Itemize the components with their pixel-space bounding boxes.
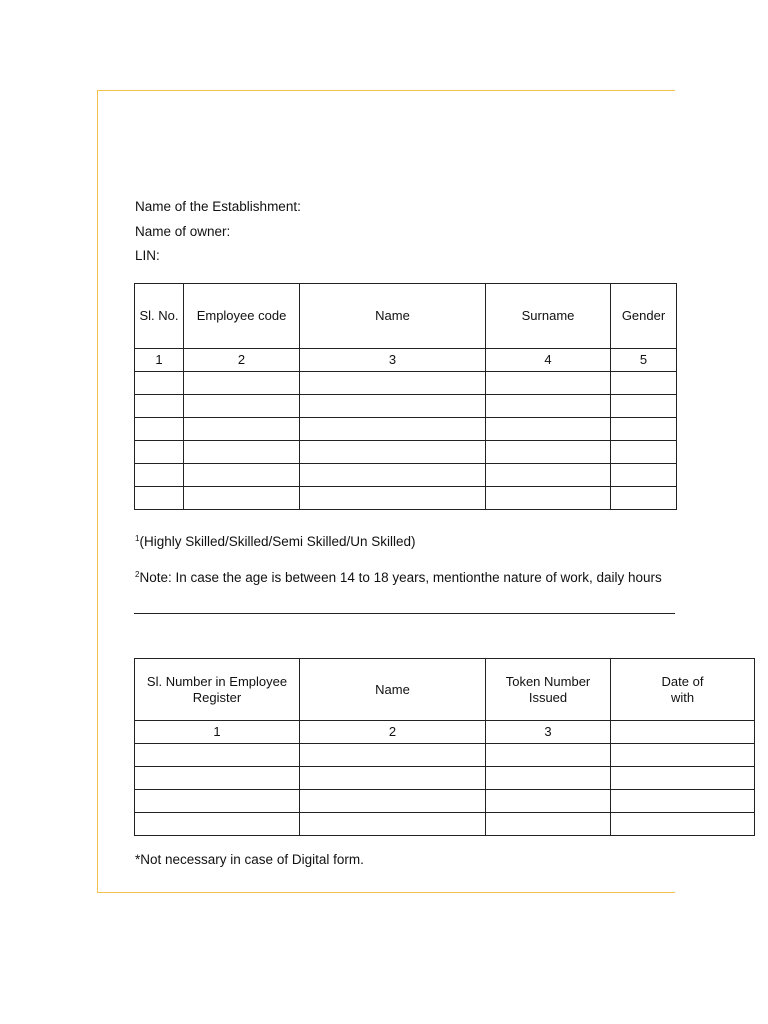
header-gender: Gender	[611, 284, 677, 349]
table-cell	[184, 372, 300, 395]
header-sl-no: Sl. No.	[135, 284, 184, 349]
column-number: 3	[300, 349, 486, 372]
table-cell	[184, 464, 300, 487]
table-cell	[486, 395, 611, 418]
token-table	[134, 658, 755, 836]
table-cell	[184, 395, 300, 418]
table-cell	[611, 790, 755, 813]
header-sl-number: Sl. Number in Employee Register	[135, 659, 300, 721]
column-number	[611, 721, 755, 744]
table-cell	[611, 487, 677, 510]
table-cell	[184, 418, 300, 441]
table-cell	[184, 441, 300, 464]
header-date: Date of with	[611, 659, 755, 721]
footnote-marker: 2	[135, 570, 140, 579]
table-cell	[300, 813, 486, 836]
table-cell	[300, 441, 486, 464]
column-number: 3	[486, 721, 611, 744]
table-cell	[135, 790, 300, 813]
table-cell	[486, 441, 611, 464]
table-cell	[486, 372, 611, 395]
age-note-text: Note: In case the age is between 14 to 18 years, mentionthe nature of work, daily hours	[139, 570, 662, 585]
table-cell	[135, 395, 184, 418]
table-row	[135, 372, 677, 395]
table-cell	[300, 767, 486, 790]
table-cell	[486, 487, 611, 510]
table-cell	[486, 464, 611, 487]
column-number: 1	[135, 349, 184, 372]
lin-label: LIN:	[135, 248, 160, 263]
table-row	[135, 418, 677, 441]
table-row	[135, 395, 677, 418]
column-number: 5	[611, 349, 677, 372]
footnote-marker: 1	[135, 534, 140, 543]
digital-form-note: *Not necessary in case of Digital form.	[135, 852, 364, 867]
table-header-row	[135, 659, 755, 721]
header-name: Name	[300, 284, 486, 349]
table-cell	[611, 767, 755, 790]
table-cell	[135, 418, 184, 441]
table-cell	[300, 418, 486, 441]
table-cell	[300, 487, 486, 510]
table-cell	[135, 372, 184, 395]
header-employee-code: Employee code	[184, 284, 300, 349]
column-number-row	[135, 721, 755, 744]
column-number: 1	[135, 721, 300, 744]
header-token-number: Token Number Issued	[486, 659, 611, 721]
table-cell	[486, 418, 611, 441]
table-row	[135, 487, 677, 510]
table-cell	[135, 441, 184, 464]
table-row	[135, 813, 755, 836]
table-row	[135, 441, 677, 464]
table-cell	[135, 464, 184, 487]
table-cell	[486, 744, 611, 767]
age-note	[135, 570, 662, 585]
owner-label: Name of owner:	[135, 224, 231, 239]
skill-note-text: (Highly Skilled/Skilled/Semi Skilled/Un Skilled)	[139, 534, 416, 549]
table-cell	[611, 395, 677, 418]
table-row	[135, 767, 755, 790]
table-cell	[611, 372, 677, 395]
table-cell	[611, 813, 755, 836]
header-name: Name	[300, 659, 486, 721]
column-number-row	[135, 349, 677, 372]
table-cell	[135, 487, 184, 510]
table-cell	[611, 744, 755, 767]
table-cell	[300, 372, 486, 395]
table-cell	[300, 464, 486, 487]
table-cell	[135, 767, 300, 790]
establishment-label: Name of the Establishment:	[135, 199, 301, 214]
column-number: 4	[486, 349, 611, 372]
table-cell	[611, 464, 677, 487]
header-surname: Surname	[486, 284, 611, 349]
employee-table	[134, 283, 677, 510]
column-number: 2	[184, 349, 300, 372]
table-row	[135, 790, 755, 813]
table-cell	[135, 744, 300, 767]
table-header-row	[135, 284, 677, 349]
table-cell	[486, 790, 611, 813]
table-row	[135, 744, 755, 767]
table-cell	[486, 813, 611, 836]
column-number: 2	[300, 721, 486, 744]
table-row	[135, 464, 677, 487]
table-cell	[611, 418, 677, 441]
skill-note	[135, 534, 416, 549]
table-cell	[486, 767, 611, 790]
table-cell	[135, 813, 300, 836]
table-cell	[184, 487, 300, 510]
table-cell	[300, 790, 486, 813]
divider-line	[134, 613, 675, 614]
table-cell	[300, 744, 486, 767]
table-cell	[300, 395, 486, 418]
table-cell	[611, 441, 677, 464]
